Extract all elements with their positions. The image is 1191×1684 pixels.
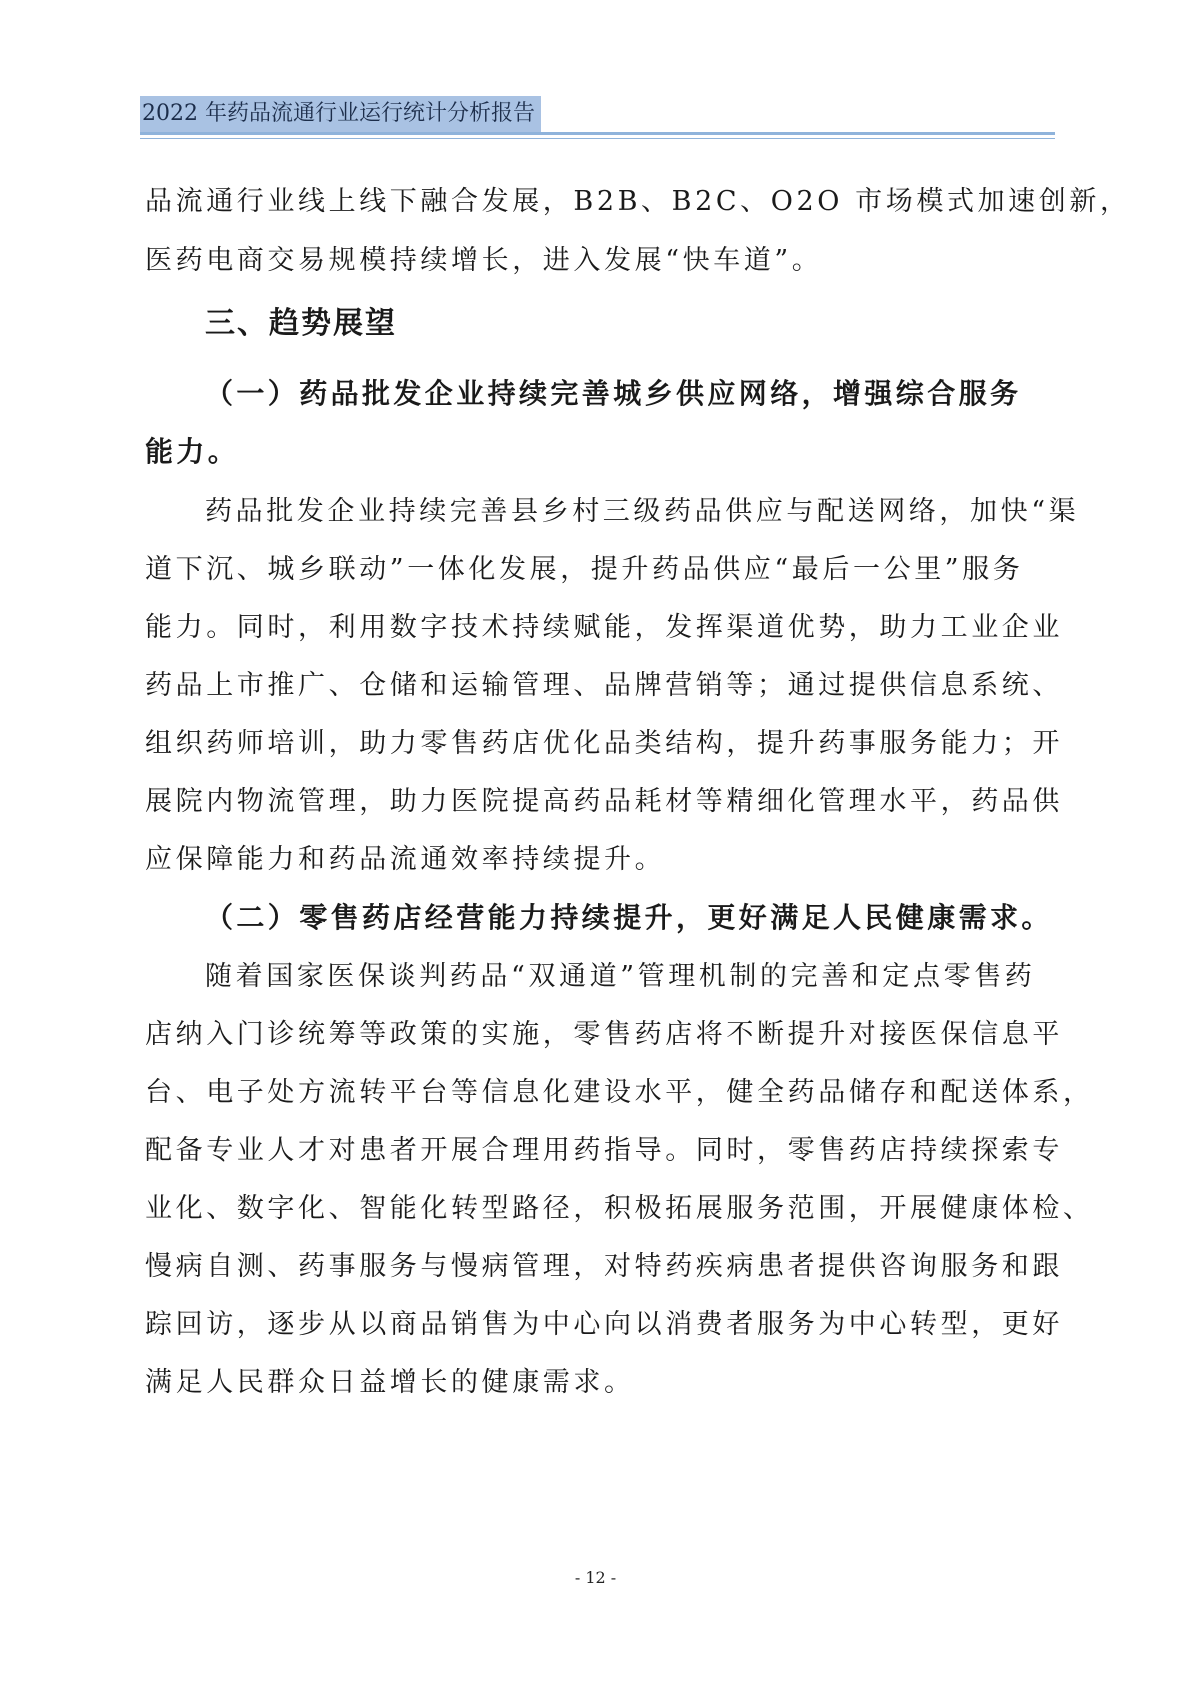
intro-line-2: 医药电商交易规模持续增长，进入发展“快车道”。 — [145, 245, 823, 276]
subsection1-para-line-7: 应保障能力和药品流通效率持续提升。 — [145, 844, 666, 875]
report-header-title: 2022 年药品流通行业运行统计分析报告 — [140, 96, 541, 132]
section-title: 三、趋势展望 — [205, 306, 397, 341]
subsection1-para-line-2: 道下沉、城乡联动”一体化发展，提升药品供应“最后一公里”服务 — [145, 554, 1024, 585]
subsection1-para-line-1: 药品批发企业持续完善县乡村三级药品供应与配送网络，加快“渠 — [205, 496, 1080, 527]
subsection2-para-line-6: 慢病自测、药事服务与慢病管理，对特药疾病患者提供咨询服务和跟 — [145, 1251, 1063, 1282]
subsection2-para-line-1: 随着国家医保谈判药品“双通道”管理机制的完善和定点零售药 — [205, 961, 1036, 992]
header-rule-thin — [140, 138, 1055, 139]
subsection2-para-line-5: 业化、数字化、智能化转型路径，积极拓展服务范围，开展健康体检、 — [145, 1193, 1094, 1224]
subsection1-title-line-2: 能力。 — [145, 435, 240, 468]
subsection2-title: （二）零售药店经营能力持续提升，更好满足人民健康需求。 — [205, 901, 1053, 934]
subsection2-para-line-4: 配备专业人才对患者开展合理用药指导。同时，零售药店持续探索专 — [145, 1135, 1063, 1166]
subsection1-para-line-4: 药品上市推广、仓储和运输管理、品牌营销等；通过提供信息系统、 — [145, 670, 1063, 701]
subsection2-para-line-3: 台、电子处方流转平台等信息化建设水平，健全药品储存和配送体系， — [145, 1077, 1094, 1108]
page-number: - 12 - — [574, 1568, 617, 1587]
subsection2-para-line-8: 满足人民群众日益增长的健康需求。 — [145, 1367, 635, 1398]
subsection1-para-line-6: 展院内物流管理，助力医院提高药品耗材等精细化管理水平，药品供 — [145, 786, 1063, 817]
header-rule-thick — [140, 132, 1055, 135]
subsection1-para-line-3: 能力。同时，利用数字技术持续赋能，发挥渠道优势，助力工业企业 — [145, 612, 1063, 643]
intro-line-1: 品流通行业线上线下融合发展，B2B、B2C、O2O 市场模式加速创新， — [145, 186, 1131, 217]
subsection1-title-line-1: （一）药品批发企业持续完善城乡供应网络，增强综合服务 — [205, 377, 1022, 410]
subsection2-para-line-7: 踪回访，逐步从以商品销售为中心向以消费者服务为中心转型，更好 — [145, 1309, 1063, 1340]
subsection2-para-line-2: 店纳入门诊统筹等政策的实施，零售药店将不断提升对接医保信息平 — [145, 1019, 1063, 1050]
subsection1-para-line-5: 组织药师培训，助力零售药店优化品类结构，提升药事服务能力；开 — [145, 728, 1063, 759]
